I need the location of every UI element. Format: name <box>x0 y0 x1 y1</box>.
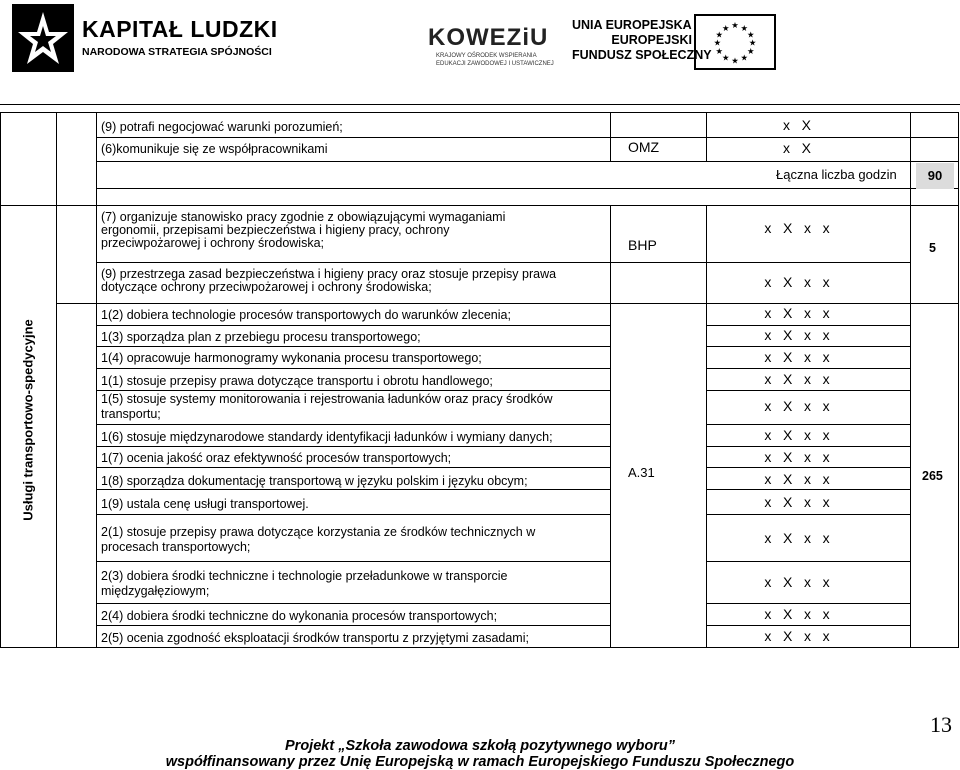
page-number: 13 <box>930 712 952 737</box>
total-hours-label: Łączna liczba godzin <box>776 167 897 182</box>
module-label-vertical: Usługi transportowo-spedycyjne <box>20 319 36 521</box>
competency-text: (6)komunikuje się ze współpracownikami <box>101 142 328 156</box>
svg-text:★: ★ <box>713 37 722 48</box>
page-header <box>0 0 960 105</box>
competency-text: 1(3) sporządza plan z przebiegu procesu transportowego; <box>101 330 421 344</box>
header-divider <box>0 104 960 105</box>
module-code-omz: OMZ <box>628 139 660 155</box>
svg-text:★: ★ <box>731 20 739 31</box>
svg-text:★: ★ <box>740 52 749 63</box>
competency-text: 1(6) stosuje międzynarodowe standardy identyfikacji ładunków i wymiany danych; <box>101 430 553 444</box>
competency-text: 1(1) stosuje przepisy prawa dotyczące transportu i obrotu handlowego; <box>101 374 493 388</box>
competency-text: 1(2) dobiera technologie procesów transportowych do warunków zlecenia; <box>101 308 511 322</box>
competency-text: 2(3) dobiera środki techniczne i technologie przeładunkowe w transporcie międzygałęziowym; <box>101 569 508 598</box>
competency-marks: x X x x <box>764 327 830 343</box>
competency-marks: x X x x <box>764 220 830 236</box>
module-hours-a31: 265 <box>922 469 943 483</box>
competency-marks: x X x x <box>764 471 830 487</box>
competency-marks: x X <box>782 117 811 133</box>
svg-text:★: ★ <box>721 22 730 33</box>
competency-text: 1(8) sporządza dokumentację transportową w języku polskim i języku obcym; <box>101 474 528 488</box>
competency-marks: x X x x <box>764 628 830 644</box>
kapital-ludzki-logo <box>12 4 278 74</box>
competency-marks: x X x x <box>764 449 830 465</box>
competency-text: (9) przestrzega zasad bezpieczeństwa i higieny pracy oraz stosuje przepisy prawa dotyczące ochrony przeciwpożarowej i ochrony środowiska; <box>101 267 557 294</box>
ue-logo-text <box>572 18 712 68</box>
competency-text: 1(7) ocenia jakość oraz efektywność procesów transportowych; <box>101 451 452 465</box>
kowezu-subtitle-line2: EDUKACJI ZAWODOWEJ I USTAWICZNEJ <box>436 61 554 67</box>
kapital-ludzki-title: KAPITAŁ LUDZKI <box>82 16 278 42</box>
kowezu-subtitle-line1: KRAJOWY OŚRODEK WSPIERANIA <box>436 53 537 59</box>
competency-marks: x X <box>782 140 811 156</box>
competency-text: 2(4) dobiera środki techniczne do wykonania procesów transportowych; <box>101 609 498 623</box>
competency-text: 2(5) ocenia zgodność eksploatacji środków transportu z przyjętymi zasadami; <box>101 631 529 645</box>
competency-text: 1(4) opracowuje harmonogramy wykonania procesu transportowego; <box>101 351 482 365</box>
svg-text:★: ★ <box>731 55 739 66</box>
eu-flag-icon <box>694 14 776 70</box>
footer-line1: Projekt „Szkoła zawodowa szkołą pozytywnego wyboru” <box>285 738 675 754</box>
competency-marks: x X x x <box>764 427 830 443</box>
kapital-ludzki-subtitle: NARODOWA STRATEGIA SPÓJNOŚCI <box>82 46 272 58</box>
competency-marks: x X x x <box>764 574 830 590</box>
competency-text: 1(9) ustala cenę usługi transportowej. <box>101 497 309 511</box>
module-hours-bhp: 5 <box>929 241 936 255</box>
competency-marks: x X x x <box>764 274 830 290</box>
module-code-bhp: BHP <box>628 237 657 253</box>
competency-marks: x X x x <box>764 305 830 321</box>
svg-text:★: ★ <box>721 52 730 63</box>
competency-marks: x X x x <box>764 530 830 546</box>
kowezu-title: KOWEZiU <box>428 24 549 51</box>
total-hours-value: 90 <box>916 163 954 189</box>
svg-text:★: ★ <box>747 29 755 40</box>
kapital-ludzki-star-icon <box>12 4 74 72</box>
competency-text: 2(1) stosuje przepisy prawa dotyczące korzystania ze środków technicznych w procesach transportowych; <box>101 525 536 554</box>
svg-text:★: ★ <box>747 46 755 57</box>
ue-line1: UNIA EUROPEJSKA <box>572 18 692 32</box>
competency-marks: x X x x <box>764 606 830 622</box>
competency-marks: x X x x <box>764 398 830 414</box>
kowezu-subtitle <box>436 52 554 68</box>
competency-marks: x X x x <box>764 371 830 387</box>
svg-text:★: ★ <box>715 46 723 57</box>
svg-text:★: ★ <box>748 37 757 48</box>
svg-text:★: ★ <box>740 22 749 33</box>
competency-marks: x X x x <box>764 494 830 510</box>
competency-text: (7) organizuje stanowisko pracy zgodnie z obowiązującymi wymaganiami ergonomii, przepisami bezpieczeństwa i higieny pracy, ochrony przeciwpożarowej i ochrony środowiska; <box>101 210 506 250</box>
kowezu-logo <box>428 14 558 72</box>
ue-line3: FUNDUSZ SPOŁECZNY <box>572 48 712 62</box>
module-code-a31: A.31 <box>628 465 655 480</box>
svg-text:★: ★ <box>715 29 723 40</box>
competency-marks: x X x x <box>764 349 830 365</box>
competency-text: 1(5) stosuje systemy monitorowania i rejestrowania ładunków oraz pracy środków transportu; <box>101 392 553 421</box>
footer-line2: współfinansowany przez Unię Europejską w ramach Europejskiego Funduszu Społecznego <box>165 754 795 770</box>
ue-line2: EUROPEJSKI <box>611 33 692 47</box>
competency-text: (9) potrafi negocjować warunki porozumień; <box>101 120 343 134</box>
